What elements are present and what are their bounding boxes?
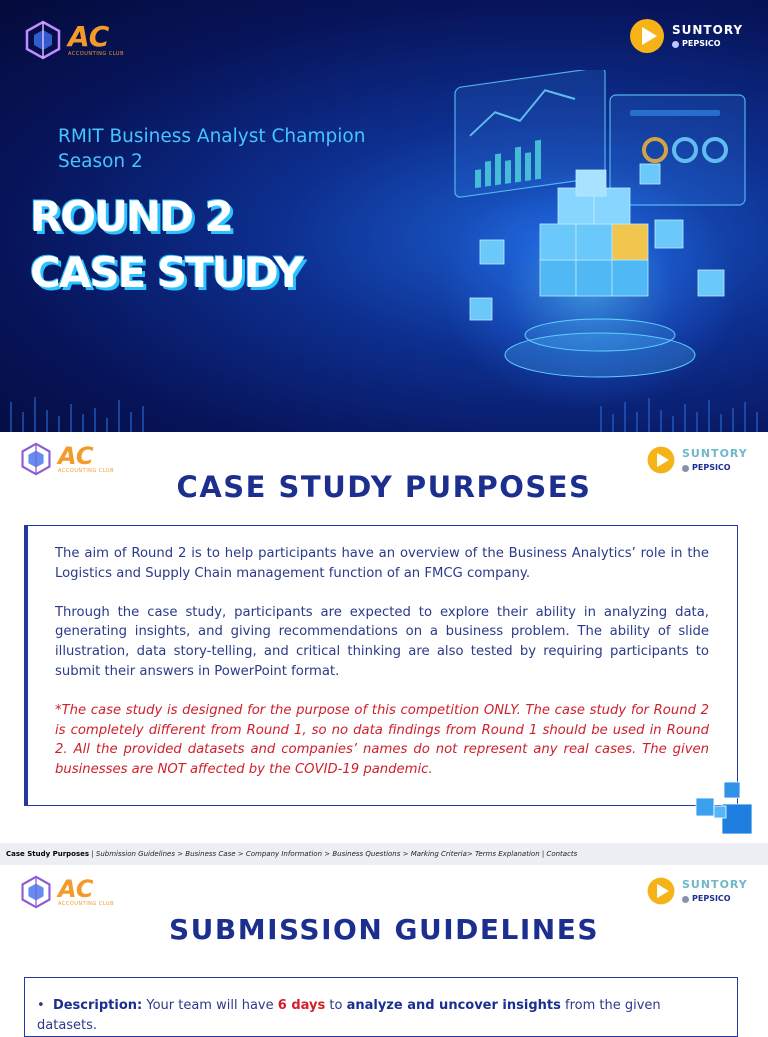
club-logo-text: AC (58, 875, 94, 903)
sponsor-sub: PEPSICO (682, 39, 721, 48)
sponsor-sub: PEPSICO (692, 894, 731, 903)
sponsor-name: SUNTORY (672, 23, 744, 37)
sponsor-name: SUNTORY (682, 447, 748, 460)
club-logo-subtext: ACCOUNTING CLUB (58, 901, 115, 907)
purposes-paragraph-1: The aim of Round 2 is to help participants have an overview of the Business Analytics’ role in the Logistics and Supply Chain management function of an FMCG company. (55, 546, 709, 581)
sponsor-play-icon (646, 875, 676, 907)
sponsor-logo (646, 875, 748, 907)
cover-subtitle (58, 124, 418, 174)
decorative-bars (0, 372, 768, 432)
cover-subtitle-line1: RMIT Business Analyst Champion (58, 126, 366, 147)
nav-other-sections[interactable]: | Submission Guidelines > Business Case > Company Information > Business Questions > Marking Criteria> Terms Explanation | Contacts (91, 850, 578, 858)
club-logo (20, 875, 114, 909)
decorative-cubes (692, 776, 762, 836)
purposes-note: *The case study is designed for the purpose of this competition ONLY. The case study for Round 2 is completely different from Round 1, so no data findings from Round 1 should be used in Round 2. All the provided datasets and companies’ names do not represent any real cases. The given businesses are NOT affected by the COVID-19 pandemic. (55, 702, 709, 778)
nav-current-section[interactable]: Case Study Purposes (6, 850, 90, 858)
bullet-dot: • (37, 998, 53, 1013)
cover-slide (0, 0, 768, 432)
guidelines-slide (0, 865, 768, 1033)
purposes-paragraph-2: Through the case study, participants are expected to explore their ability in analyzing data, generating insights, and giving recommendations on a business problem. The ability of slide illustration, data story-telling, and critical thinking are also tested by requiring participants to submit their answers in PowerPoint format. (55, 604, 709, 679)
data-cube-illustration (440, 70, 760, 390)
club-logo-subtext: ACCOUNTING CLUB (68, 51, 125, 57)
bullet-label: Description: (52, 998, 143, 1013)
cover-headline-line2: CASE STUDY (30, 248, 303, 297)
pepsico-globe-icon (672, 41, 679, 48)
club-logo (24, 20, 124, 60)
guidelines-title: SUBMISSION GUIDELINES (169, 913, 599, 946)
sponsor-name: SUNTORY (682, 878, 748, 891)
bullet-text-2: to (329, 998, 343, 1013)
guidelines-bullet-description (37, 996, 709, 1036)
club-logo-text: AC (58, 442, 94, 470)
sponsor-sub: PEPSICO (692, 463, 731, 472)
bullet-text-3: from the given datasets. (37, 998, 661, 1033)
pepsico-globe-icon (682, 896, 689, 903)
cover-headline-line1: ROUND 2 (30, 192, 233, 241)
bullet-bold-phrase: analyze and uncover insights (346, 998, 561, 1013)
sponsor-play-icon (628, 16, 666, 56)
purposes-title: CASE STUDY PURPOSES (176, 470, 592, 504)
cover-subtitle-line2: Season 2 (58, 151, 143, 172)
sponsor-logo (628, 16, 743, 56)
club-logo-text: AC (68, 20, 110, 53)
bullet-text-1: Your team will have (146, 998, 274, 1013)
club-logo-subtext: ACCOUNTING CLUB (58, 468, 115, 474)
club-cube-icon (24, 20, 62, 60)
club-cube-icon (20, 875, 52, 909)
purposes-slide (0, 432, 768, 843)
bullet-highlight-days: 6 days (277, 998, 326, 1013)
slide-navigation-footer (0, 843, 768, 865)
guidelines-content-box (24, 977, 738, 1037)
purposes-content-box (24, 525, 738, 806)
